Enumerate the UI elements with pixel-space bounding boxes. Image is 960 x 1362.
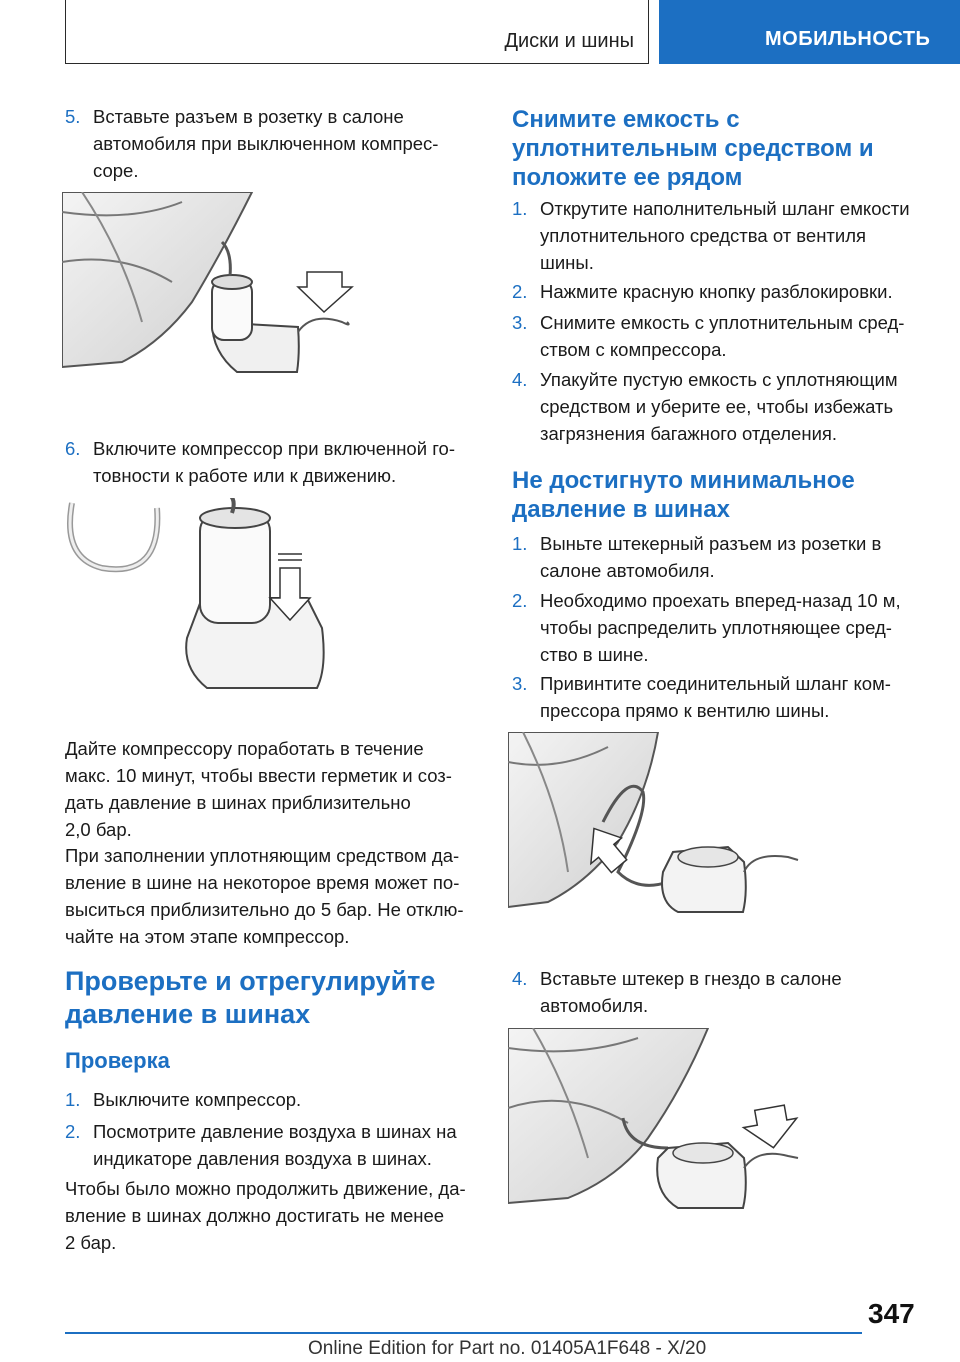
illustration-switch-on-compressor [62, 498, 362, 698]
text-line: вление в шинах должно достигать не менее [65, 1205, 445, 1226]
illustration-plug-in-compressor [62, 192, 362, 382]
text-line: 2,0 бар. [65, 819, 132, 840]
heading-check-pressure [65, 965, 485, 1031]
heading-minimum-not-reached [512, 466, 932, 524]
page-number: 347 [868, 1298, 915, 1329]
text-line: ство в шине. [540, 644, 649, 665]
text-line: Дайте компрессору поработать в течение [65, 738, 424, 759]
step-number: 3. [512, 312, 528, 333]
text-line: вление в шине на некоторое время может по- [65, 872, 460, 893]
heading-line: Снимите емкость с [512, 106, 740, 133]
text-line: Привинтите соединительный шланг ком- [540, 673, 891, 694]
text-line: 2 бар. [65, 1232, 117, 1253]
header-chapter-title: МОБИЛЬНОСТЬ [765, 28, 931, 50]
step-number: 1. [65, 1089, 81, 1110]
step-text [93, 1118, 457, 1172]
illustration-plug-into-socket [508, 1028, 808, 1218]
text-line: Вставьте разъем в розетку в салоне [93, 106, 404, 127]
text-line: Посмотрите давление воздуха в шинах на [93, 1121, 457, 1142]
header-chapter-tab [659, 0, 960, 64]
step-text [540, 195, 910, 276]
text-line: товности к работе или к движению. [93, 465, 397, 486]
text-line: Нажмите красную кнопку разблокировки. [540, 281, 893, 302]
text-line: загрязнения багажного отделения. [540, 423, 838, 444]
step-number: 1. [512, 533, 528, 554]
paragraph-minimum-pressure [65, 1175, 485, 1256]
heading-line: уплотнительным средством и [512, 135, 874, 162]
step-text [540, 587, 901, 668]
step-number: 2. [512, 590, 528, 611]
heading-line: Проверьте и отрегулируйте [65, 966, 436, 996]
step-text [93, 1086, 301, 1113]
step-number: 4. [512, 369, 528, 390]
step-text [540, 278, 893, 305]
text-line: прессора прямо к вентилю шины. [540, 700, 830, 721]
step-number: 5. [65, 106, 81, 127]
step-text [540, 309, 904, 363]
text-line: чайте на этом этапе компрессор. [65, 926, 350, 947]
text-line: соре. [93, 160, 139, 181]
step-text [540, 670, 891, 724]
text-line: Вставьте штекер в гнездо в салоне [540, 968, 842, 989]
header-section-box [65, 0, 649, 64]
text-line: Чтобы было можно продолжить движение, да- [65, 1178, 466, 1199]
text-line: салоне автомобиля. [540, 560, 715, 581]
step-number: 2. [65, 1121, 81, 1142]
step-number: 6. [65, 438, 81, 459]
text-line: Необходимо проехать вперед-назад 10 м, [540, 590, 901, 611]
text-line: Упакуйте пустую емкость с уплотняющим [540, 369, 898, 390]
heading-line: Не достигнуто минимальное [512, 467, 855, 494]
heading-line: положите ее рядом [512, 164, 743, 191]
step-number: 2. [512, 281, 528, 302]
step-number: 1. [512, 198, 528, 219]
text-line: средством и уберите ее, чтобы избежать [540, 396, 894, 417]
text-line: выситься приблизительно до 5 бар. Не отклю- [65, 899, 464, 920]
heading-check: Проверка [65, 1048, 170, 1073]
text-line: Выключите компрессор. [93, 1089, 302, 1110]
heading-line: давление в шинах [65, 999, 311, 1029]
step-text [93, 103, 438, 184]
step-number: 3. [512, 673, 528, 694]
footer-divider [65, 1332, 862, 1334]
heading-remove-container [512, 105, 932, 192]
heading-line: давление в шинах [512, 496, 730, 523]
step-text [93, 435, 455, 489]
step-number: 4. [512, 968, 528, 989]
step-text [540, 530, 881, 584]
text-line: дать давление в шинах приблизительно [65, 792, 411, 813]
paragraph-run-time [65, 735, 485, 843]
text-line: Открутите наполнительный шланг емкости [540, 198, 910, 219]
text-line: автомобиля при выключенном компрес- [93, 133, 439, 154]
text-line: При заполнении уплотняющим средством да- [65, 845, 460, 866]
text-line: чтобы распределить уплотняющее сред- [540, 617, 892, 638]
text-line: Включите компрессор при включенной го- [93, 438, 455, 459]
step-text [540, 965, 842, 1019]
text-line: макс. 10 минут, чтобы ввести герметик и соз- [65, 765, 452, 786]
text-line: Выньте штекерный разъем из розетки в [540, 533, 882, 554]
text-line: индикаторе давления воздуха в шинах. [93, 1148, 432, 1169]
paragraph-pressure-note [65, 842, 485, 950]
step-text [540, 366, 898, 447]
text-line: уплотнительного средства от вентиля [540, 225, 867, 246]
header-section-title: Диски и шины [504, 30, 634, 52]
text-line: Снимите емкость с уплотнительным сред- [540, 312, 905, 333]
text-line: автомобиля. [540, 995, 649, 1016]
footer-edition: Online Edition for Part no. 01405A1F648 - X/20 [308, 1338, 707, 1359]
text-line: шины. [540, 252, 594, 273]
text-line: ством с компрессора. [540, 339, 727, 360]
illustration-hose-to-valve [508, 732, 808, 922]
